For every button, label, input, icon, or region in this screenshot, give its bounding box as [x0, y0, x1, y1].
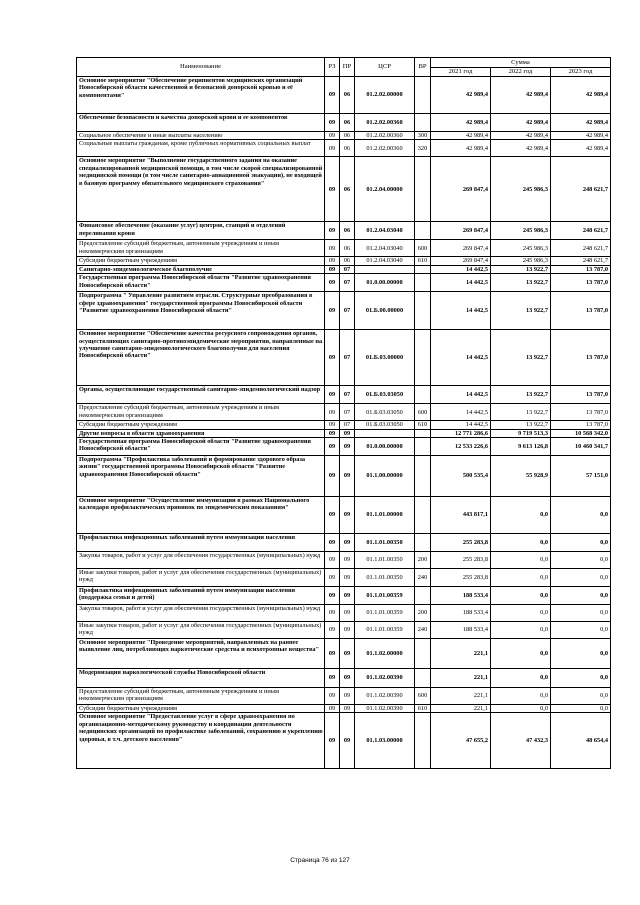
- row-sum-2021-cell: 269 847,4: [431, 222, 491, 240]
- row-sum-2021-cell: 14 442,5: [431, 330, 491, 386]
- row-sum-2023-cell: 13 787,0: [551, 421, 611, 429]
- row-pr-cell: 06: [340, 77, 355, 114]
- row-rz-cell: 09: [325, 497, 340, 534]
- row-vr-cell: [415, 330, 431, 386]
- row-csr-cell: 01.0.00.00000: [355, 438, 415, 456]
- row-sum-2022-cell: 0,0: [491, 669, 551, 688]
- row-rz-cell: 09: [325, 669, 340, 688]
- row-rz-cell: 09: [325, 605, 340, 622]
- row-sum-2021-cell: 14 442,5: [431, 404, 491, 421]
- row-sum-2022-cell: 0,0: [491, 639, 551, 669]
- row-csr-cell: 01.1.01.00359: [355, 622, 415, 639]
- row-rz-cell: 09: [325, 622, 340, 639]
- row-sum-2023-cell: 0,0: [551, 669, 611, 688]
- col-header-2021: 2021 год: [431, 68, 491, 77]
- row-pr-cell: 06: [340, 157, 355, 222]
- row-sum-2023-cell: 0,0: [551, 605, 611, 622]
- row-csr-cell: 01.1.01.00350: [355, 534, 415, 552]
- row-pr-cell: 09: [340, 688, 355, 705]
- row-pr-cell: 06: [340, 114, 355, 132]
- row-name-cell: Закупка товаров, работ и услуг для обеспечения государственных (муниципальных) нужд: [77, 552, 325, 569]
- row-csr-cell: 01.1.02.00390: [355, 688, 415, 705]
- row-sum-2022-cell: 13 922,7: [491, 386, 551, 404]
- row-sum-2021-cell: 255 283,8: [431, 552, 491, 569]
- row-csr-cell: 01.2.02.00360: [355, 114, 415, 132]
- row-pr-cell: 09: [340, 456, 355, 497]
- table-row: [77, 404, 611, 421]
- row-rz-cell: 09: [325, 265, 340, 273]
- row-vr-cell: 600: [415, 404, 431, 421]
- row-rz-cell: 09: [325, 534, 340, 552]
- table-row: [77, 622, 611, 639]
- row-name-cell: Предоставление субсидий бюджетным, автономным учреждениям и иным некоммерческим организациям: [77, 404, 325, 421]
- row-pr-cell: 07: [340, 404, 355, 421]
- row-sum-2022-cell: 0,0: [491, 552, 551, 569]
- row-vr-cell: [415, 386, 431, 404]
- row-sum-2022-cell: 42 989,4: [491, 132, 551, 140]
- row-name-cell: Субсидии бюджетным учреждениям: [77, 705, 325, 713]
- row-sum-2022-cell: 47 432,3: [491, 713, 551, 769]
- row-csr-cell: 01.Б.03.03050: [355, 421, 415, 429]
- row-vr-cell: 300: [415, 132, 431, 140]
- row-vr-cell: [415, 292, 431, 330]
- row-csr-cell: 01.1.02.00390: [355, 669, 415, 688]
- row-name-cell: Обеспечение безопасности и качества донорской крови и ее компонентов: [77, 114, 325, 132]
- row-csr-cell: [355, 429, 415, 437]
- row-sum-2021-cell: 42 989,4: [431, 114, 491, 132]
- row-sum-2022-cell: 13 922,7: [491, 274, 551, 292]
- table-row: [77, 669, 611, 688]
- row-sum-2023-cell: 13 787,0: [551, 274, 611, 292]
- budget-table: [76, 57, 611, 769]
- table-row: [77, 421, 611, 429]
- row-sum-2022-cell: 13 922,7: [491, 265, 551, 273]
- row-rz-cell: 09: [325, 438, 340, 456]
- table-row: [77, 292, 611, 330]
- row-csr-cell: 01.Б.03.03050: [355, 386, 415, 404]
- page-number: Страница 76 из 127: [290, 857, 350, 864]
- row-name-cell: Основное мероприятие "Осуществление иммунизации в рамках Национального календаря профилактических прививок по эпидемическим показаниям": [77, 497, 325, 534]
- row-pr-cell: 09: [340, 429, 355, 437]
- row-csr-cell: 01.1.01.00359: [355, 587, 415, 605]
- table-body: [77, 77, 611, 769]
- row-vr-cell: 200: [415, 605, 431, 622]
- row-name-cell: Предоставление субсидий бюджетным, автономным учреждениям и иным некоммерческим организациям: [77, 240, 325, 257]
- row-sum-2022-cell: 0,0: [491, 587, 551, 605]
- row-pr-cell: 09: [340, 552, 355, 569]
- row-csr-cell: 01.2.04.03040: [355, 257, 415, 265]
- row-name-cell: Модернизация наркологической службы Новосибирской области: [77, 669, 325, 688]
- row-name-cell: Профилактика инфекционных заболеваний путем иммунизации населения: [77, 534, 325, 552]
- row-sum-2023-cell: 248 621,7: [551, 222, 611, 240]
- row-vr-cell: [415, 534, 431, 552]
- row-sum-2022-cell: 0,0: [491, 705, 551, 713]
- table-row: [77, 587, 611, 605]
- row-pr-cell: 09: [340, 569, 355, 587]
- row-name-cell: Государственная программа Новосибирской области "Развитие здравоохранения Новосибирской области": [77, 274, 325, 292]
- row-vr-cell: [415, 265, 431, 273]
- table-row: [77, 240, 611, 257]
- row-name-cell: Органы, осуществляющие государственный санитарно-эпидемиологический надзор: [77, 386, 325, 404]
- row-rz-cell: 09: [325, 157, 340, 222]
- row-sum-2021-cell: 255 283,8: [431, 569, 491, 587]
- row-sum-2023-cell: 42 989,4: [551, 77, 611, 114]
- row-name-cell: Санитарно-эпидемиологическое благополучие: [77, 265, 325, 273]
- row-vr-cell: [415, 77, 431, 114]
- row-vr-cell: [415, 456, 431, 497]
- row-rz-cell: 09: [325, 132, 340, 140]
- row-sum-2021-cell: 221,1: [431, 669, 491, 688]
- row-sum-2022-cell: 9 613 126,8: [491, 438, 551, 456]
- row-rz-cell: 09: [325, 429, 340, 437]
- row-vr-cell: [415, 713, 431, 769]
- row-csr-cell: 01.2.02.00360: [355, 132, 415, 140]
- row-sum-2022-cell: 245 986,3: [491, 222, 551, 240]
- table-row: [77, 222, 611, 240]
- table-row: [77, 265, 611, 273]
- row-vr-cell: 600: [415, 688, 431, 705]
- row-sum-2023-cell: 10 568 342,0: [551, 429, 611, 437]
- row-pr-cell: 06: [340, 240, 355, 257]
- row-name-cell: Закупка товаров, работ и услуг для обеспечения государственных (муниципальных) нужд: [77, 605, 325, 622]
- row-sum-2021-cell: 269 847,4: [431, 240, 491, 257]
- table-row: [77, 605, 611, 622]
- row-name-cell: Основное мероприятие "Обеспечение реципиентов медицинских организаций Новосибирской области качественной и безопасной донорской кровью и её компонентами": [77, 77, 325, 114]
- row-rz-cell: 09: [325, 688, 340, 705]
- row-rz-cell: 09: [325, 77, 340, 114]
- row-sum-2023-cell: 248 621,7: [551, 240, 611, 257]
- row-vr-cell: 610: [415, 421, 431, 429]
- row-rz-cell: 09: [325, 404, 340, 421]
- row-sum-2021-cell: 12 771 286,6: [431, 429, 491, 437]
- table-row: [77, 713, 611, 769]
- row-sum-2023-cell: 0,0: [551, 705, 611, 713]
- row-pr-cell: 09: [340, 622, 355, 639]
- row-csr-cell: 01.2.02.00360: [355, 140, 415, 157]
- row-sum-2023-cell: 0,0: [551, 622, 611, 639]
- row-sum-2021-cell: 500 535,4: [431, 456, 491, 497]
- table-row: [77, 274, 611, 292]
- col-header-sums: Сумма: [431, 58, 611, 68]
- row-csr-cell: 01.2.04.00000: [355, 157, 415, 222]
- row-pr-cell: 09: [340, 587, 355, 605]
- table-row: [77, 157, 611, 222]
- table-row: [77, 639, 611, 669]
- row-pr-cell: 09: [340, 534, 355, 552]
- row-rz-cell: 09: [325, 587, 340, 605]
- row-sum-2021-cell: 14 442,5: [431, 265, 491, 273]
- row-vr-cell: 610: [415, 257, 431, 265]
- row-sum-2022-cell: 0,0: [491, 534, 551, 552]
- row-vr-cell: 240: [415, 622, 431, 639]
- table-row: [77, 114, 611, 132]
- col-header-csr: ЦСР: [355, 58, 415, 77]
- row-name-cell: Основное мероприятие "Обеспечение качества ресурсного сопровождения органов, осуществляющих санитарно-противоэпидемические мероприятия, направленные на улучшение санитарно-эпидемиологического благополучия для населения Новосибирской области": [77, 330, 325, 386]
- row-csr-cell: 01.1.03.00000: [355, 713, 415, 769]
- table-row: [77, 330, 611, 386]
- table-row: [77, 132, 611, 140]
- row-sum-2023-cell: 13 787,0: [551, 386, 611, 404]
- row-pr-cell: 09: [340, 639, 355, 669]
- row-sum-2023-cell: 0,0: [551, 569, 611, 587]
- row-sum-2023-cell: 42 989,4: [551, 132, 611, 140]
- row-sum-2022-cell: 13 922,7: [491, 421, 551, 429]
- row-sum-2021-cell: 14 442,5: [431, 386, 491, 404]
- row-sum-2023-cell: 248 621,7: [551, 257, 611, 265]
- row-sum-2021-cell: 14 442,5: [431, 421, 491, 429]
- row-sum-2021-cell: 255 283,8: [431, 534, 491, 552]
- row-sum-2022-cell: 0,0: [491, 569, 551, 587]
- row-pr-cell: 06: [340, 140, 355, 157]
- row-pr-cell: 07: [340, 292, 355, 330]
- row-sum-2021-cell: 42 989,4: [431, 140, 491, 157]
- row-name-cell: Основное мероприятие "Проведение мероприятий, направленных на раннее выявление лиц, потребляющих наркотические средства и психотропные вещества": [77, 639, 325, 669]
- row-sum-2022-cell: 245 986,3: [491, 157, 551, 222]
- row-pr-cell: 06: [340, 222, 355, 240]
- row-csr-cell: 01.1.00.00000: [355, 456, 415, 497]
- row-rz-cell: 09: [325, 114, 340, 132]
- table-row: [77, 386, 611, 404]
- row-vr-cell: 240: [415, 569, 431, 587]
- row-name-cell: Предоставление субсидий бюджетным, автономным учреждениям и иным некоммерческим организациям: [77, 688, 325, 705]
- row-sum-2023-cell: 0,0: [551, 534, 611, 552]
- row-pr-cell: 09: [340, 497, 355, 534]
- row-sum-2023-cell: 13 787,0: [551, 292, 611, 330]
- row-sum-2023-cell: 57 151,0: [551, 456, 611, 497]
- row-sum-2023-cell: 10 460 341,7: [551, 438, 611, 456]
- row-sum-2022-cell: 0,0: [491, 605, 551, 622]
- row-sum-2023-cell: 13 787,0: [551, 404, 611, 421]
- row-name-cell: Иные закупки товаров, работ и услуг для обеспечения государственных (муниципальных) нужд: [77, 622, 325, 639]
- row-rz-cell: 09: [325, 713, 340, 769]
- row-sum-2022-cell: 13 922,7: [491, 330, 551, 386]
- row-pr-cell: 09: [340, 438, 355, 456]
- row-vr-cell: [415, 274, 431, 292]
- row-sum-2022-cell: 0,0: [491, 688, 551, 705]
- col-header-vr: ВР: [415, 58, 431, 77]
- table-row: [77, 534, 611, 552]
- row-sum-2021-cell: 14 442,5: [431, 292, 491, 330]
- row-sum-2021-cell: 221,1: [431, 639, 491, 669]
- row-sum-2022-cell: 55 928,9: [491, 456, 551, 497]
- row-pr-cell: 07: [340, 421, 355, 429]
- table-row: [77, 705, 611, 713]
- row-sum-2021-cell: 188 533,4: [431, 622, 491, 639]
- row-sum-2021-cell: 188 533,4: [431, 605, 491, 622]
- row-csr-cell: 01.0.00.00000: [355, 274, 415, 292]
- row-csr-cell: 01.Б.00.00000: [355, 292, 415, 330]
- row-name-cell: Основное мероприятие "Выполнение государственного задания на оказание специализированной медицинской помощи, в том числе скорой специализированной медицинской помощи (в том числе санитарно-авиационной эвакуации), не входящей в базовую программу обязательного медицинского страхования": [77, 157, 325, 222]
- row-sum-2023-cell: 42 989,4: [551, 114, 611, 132]
- row-vr-cell: [415, 587, 431, 605]
- row-name-cell: Подпрограмма "Профилактика заболеваний и формирование здорового образа жизни" государственной программы Новосибирской области "Развитие здравоохранения Новосибирской области": [77, 456, 325, 497]
- row-sum-2022-cell: 245 986,3: [491, 257, 551, 265]
- row-vr-cell: [415, 669, 431, 688]
- row-csr-cell: 01.Б.03.03050: [355, 404, 415, 421]
- table-row: [77, 429, 611, 437]
- row-pr-cell: 07: [340, 265, 355, 273]
- row-csr-cell: 01.2.02.00000: [355, 77, 415, 114]
- row-pr-cell: 09: [340, 713, 355, 769]
- row-vr-cell: [415, 157, 431, 222]
- row-rz-cell: 09: [325, 330, 340, 386]
- row-sum-2022-cell: 42 989,4: [491, 140, 551, 157]
- row-rz-cell: 09: [325, 240, 340, 257]
- row-sum-2021-cell: 269 847,4: [431, 157, 491, 222]
- row-pr-cell: 07: [340, 330, 355, 386]
- row-sum-2023-cell: 0,0: [551, 497, 611, 534]
- row-sum-2022-cell: 42 989,4: [491, 77, 551, 114]
- table-row: [77, 438, 611, 456]
- row-pr-cell: 09: [340, 705, 355, 713]
- row-name-cell: Субсидии бюджетным учреждениям: [77, 257, 325, 265]
- table-row: [77, 77, 611, 114]
- row-pr-cell: 09: [340, 605, 355, 622]
- row-rz-cell: 09: [325, 421, 340, 429]
- row-pr-cell: 07: [340, 274, 355, 292]
- row-rz-cell: 09: [325, 292, 340, 330]
- row-vr-cell: [415, 429, 431, 437]
- row-sum-2021-cell: 443 817,1: [431, 497, 491, 534]
- row-csr-cell: 01.2.04.03040: [355, 240, 415, 257]
- row-name-cell: Социальные выплаты гражданам, кроме публичных нормативных социальных выплат: [77, 140, 325, 157]
- row-rz-cell: 09: [325, 639, 340, 669]
- row-sum-2022-cell: 42 989,4: [491, 114, 551, 132]
- row-sum-2021-cell: 47 655,2: [431, 713, 491, 769]
- table-row: [77, 569, 611, 587]
- row-sum-2023-cell: 13 787,0: [551, 330, 611, 386]
- col-header-pr: ПР: [340, 58, 355, 77]
- row-vr-cell: 610: [415, 705, 431, 713]
- row-rz-cell: 09: [325, 569, 340, 587]
- row-rz-cell: 09: [325, 257, 340, 265]
- row-rz-cell: 09: [325, 386, 340, 404]
- row-pr-cell: 09: [340, 669, 355, 688]
- row-sum-2023-cell: 0,0: [551, 688, 611, 705]
- row-csr-cell: 01.1.01.00350: [355, 569, 415, 587]
- col-header-2023: 2023 год: [551, 68, 611, 77]
- row-sum-2023-cell: 48 654,4: [551, 713, 611, 769]
- row-sum-2023-cell: 42 989,4: [551, 140, 611, 157]
- row-sum-2023-cell: 0,0: [551, 639, 611, 669]
- row-sum-2021-cell: 14 442,5: [431, 274, 491, 292]
- row-sum-2021-cell: 188 533,4: [431, 587, 491, 605]
- row-name-cell: Подпрограмма " Управление развитием отрасли. Структурные преобразования в сфере здравоохранения" государственной программы Новосибирской области "Развитие здравоохранения Новосибирской области": [77, 292, 325, 330]
- row-csr-cell: 01.1.01.00359: [355, 605, 415, 622]
- row-name-cell: Иные закупки товаров, работ и услуг для обеспечения государственных (муниципальных) нужд: [77, 569, 325, 587]
- row-rz-cell: 09: [325, 222, 340, 240]
- row-sum-2023-cell: 13 787,0: [551, 265, 611, 273]
- table-row: [77, 497, 611, 534]
- budget-table-container: [76, 57, 610, 769]
- row-sum-2021-cell: 12 533 226,6: [431, 438, 491, 456]
- row-name-cell: Финансовое обеспечение (оказание услуг) центров, станций и отделений переливания крови: [77, 222, 325, 240]
- row-vr-cell: [415, 114, 431, 132]
- row-vr-cell: [415, 497, 431, 534]
- row-sum-2023-cell: 0,0: [551, 552, 611, 569]
- row-sum-2022-cell: 0,0: [491, 497, 551, 534]
- table-row: [77, 456, 611, 497]
- row-name-cell: Субсидии бюджетным учреждениям: [77, 421, 325, 429]
- row-name-cell: Профилактика инфекционных заболеваний путем иммунизации населения (поддержка семьи и детей): [77, 587, 325, 605]
- row-rz-cell: 09: [325, 456, 340, 497]
- row-sum-2021-cell: 221,1: [431, 688, 491, 705]
- row-csr-cell: 01.1.02.00000: [355, 639, 415, 669]
- row-name-cell: Другие вопросы в области здравоохранения: [77, 429, 325, 437]
- table-row: [77, 257, 611, 265]
- col-header-rz: РЗ: [325, 58, 340, 77]
- row-csr-cell: [355, 265, 415, 273]
- row-rz-cell: 09: [325, 274, 340, 292]
- row-sum-2022-cell: 0,0: [491, 622, 551, 639]
- row-sum-2023-cell: 0,0: [551, 587, 611, 605]
- row-sum-2022-cell: 9 719 513,3: [491, 429, 551, 437]
- table-row: [77, 552, 611, 569]
- row-vr-cell: [415, 222, 431, 240]
- row-pr-cell: 06: [340, 257, 355, 265]
- row-vr-cell: 320: [415, 140, 431, 157]
- row-vr-cell: 200: [415, 552, 431, 569]
- row-sum-2022-cell: 245 986,3: [491, 240, 551, 257]
- row-sum-2021-cell: 221,1: [431, 705, 491, 713]
- table-row: [77, 688, 611, 705]
- row-name-cell: Основное мероприятие "Предоставление услуг в сфере здравоохранения по организационно-методическому руководству и координации деятельности медицинских организаций по профилактике заболеваний, сохранению и укреплению здоровья, в т.ч. детского населения": [77, 713, 325, 769]
- row-sum-2021-cell: 42 989,4: [431, 132, 491, 140]
- row-sum-2023-cell: 248 621,7: [551, 157, 611, 222]
- col-header-name: Наименование: [77, 58, 325, 77]
- row-name-cell: Государственная программа Новосибирской области "Развитие здравоохранения Новосибирской области": [77, 438, 325, 456]
- table-header: [77, 58, 611, 77]
- row-rz-cell: 09: [325, 705, 340, 713]
- row-sum-2021-cell: 269 847,4: [431, 257, 491, 265]
- row-vr-cell: 600: [415, 240, 431, 257]
- row-csr-cell: 01.1.02.00390: [355, 705, 415, 713]
- row-csr-cell: 01.Б.03.00000: [355, 330, 415, 386]
- row-sum-2022-cell: 13 922,7: [491, 404, 551, 421]
- row-pr-cell: 06: [340, 132, 355, 140]
- row-vr-cell: [415, 639, 431, 669]
- table-row: [77, 140, 611, 157]
- row-name-cell: Социальное обеспечение и иные выплаты населению: [77, 132, 325, 140]
- row-csr-cell: 01.2.04.03040: [355, 222, 415, 240]
- col-header-2022: 2022 год: [491, 68, 551, 77]
- row-rz-cell: 09: [325, 140, 340, 157]
- row-vr-cell: [415, 438, 431, 456]
- row-sum-2021-cell: 42 989,4: [431, 77, 491, 114]
- row-pr-cell: 07: [340, 386, 355, 404]
- row-rz-cell: 09: [325, 552, 340, 569]
- row-sum-2022-cell: 13 922,7: [491, 292, 551, 330]
- row-csr-cell: 01.1.01.00000: [355, 497, 415, 534]
- row-csr-cell: 01.1.01.00350: [355, 552, 415, 569]
